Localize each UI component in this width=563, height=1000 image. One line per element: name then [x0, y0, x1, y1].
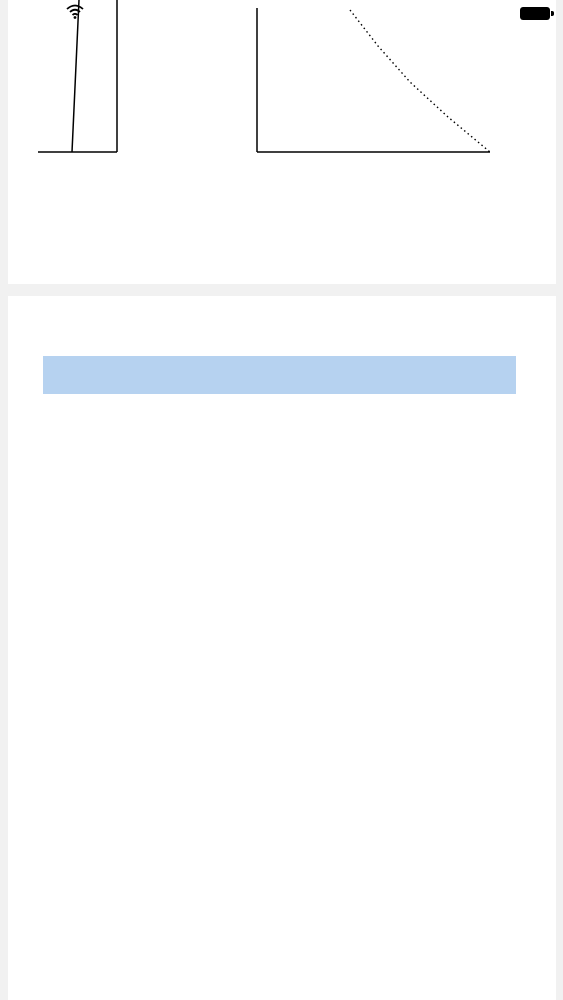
moment-curve: [350, 10, 490, 152]
table-header-row: [43, 356, 516, 394]
wifi-icon: [66, 2, 84, 22]
moment-diagram: [0, 0, 563, 200]
flexural-steel-card: [8, 296, 556, 1000]
battery-icon: [520, 7, 550, 20]
status-bar: [0, 0, 563, 30]
